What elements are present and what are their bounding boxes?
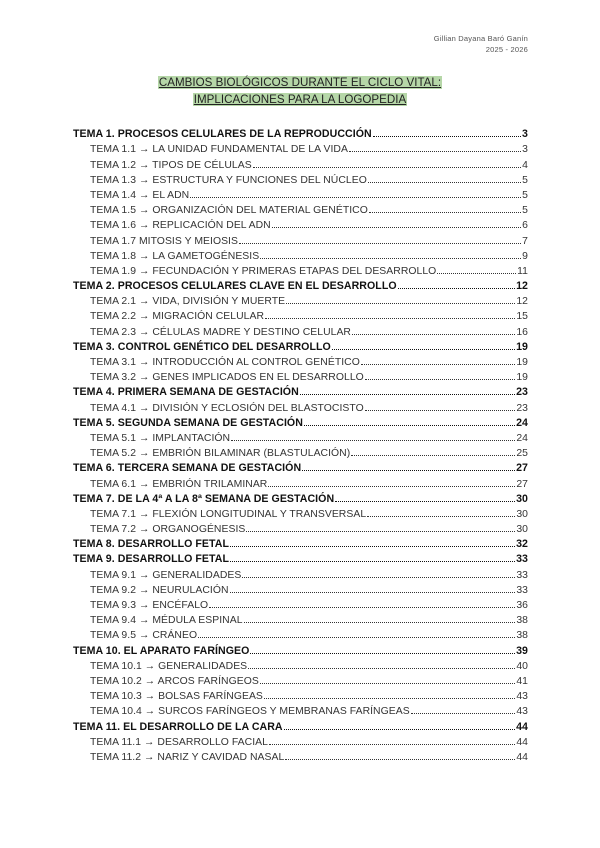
toc-dot-leader xyxy=(300,394,515,395)
toc-page-number: 16 xyxy=(516,326,528,338)
toc-page-number: 15 xyxy=(516,311,528,323)
toc-chapter-entry[interactable] xyxy=(73,641,528,656)
toc-page-number: 44 xyxy=(516,736,528,748)
toc-page-number: 33 xyxy=(516,584,528,596)
toc-chapter-entry[interactable] xyxy=(73,277,528,292)
toc-page-number: 39 xyxy=(516,644,528,657)
toc-section-entry[interactable] xyxy=(73,262,528,277)
toc-dot-leader xyxy=(332,349,515,350)
toc-dot-leader xyxy=(230,592,516,593)
toc-entry-label: TEMA 8. DESARROLLO FETAL xyxy=(73,538,229,551)
toc-section-entry[interactable] xyxy=(73,307,528,322)
toc-chapter-entry[interactable] xyxy=(73,338,528,353)
toc-section-entry[interactable] xyxy=(73,702,528,717)
toc-dot-leader xyxy=(198,637,515,638)
toc-page-number: 27 xyxy=(516,462,528,475)
toc-section-entry[interactable] xyxy=(73,733,528,748)
toc-dot-leader xyxy=(369,212,521,213)
toc-section-entry[interactable] xyxy=(73,429,528,444)
toc-entry-label: TEMA 9.3 → ENCÉFALO xyxy=(90,600,209,611)
toc-entry-label: TEMA 9. DESARROLLO FETAL xyxy=(73,553,229,566)
toc-entry-label: TEMA 1.2 → TIPOS DE CÉLULAS xyxy=(90,159,252,171)
toc-entry-label: TEMA 2.2 → MIGRACIÓN CELULAR xyxy=(90,311,265,323)
toc-chapter-entry[interactable] xyxy=(73,535,528,550)
toc-page-number: 12 xyxy=(516,296,528,308)
toc-entry-label: TEMA 9.2 → NEURULACIÓN xyxy=(90,584,229,596)
toc-entry-label: TEMA 9.4 → MÉDULA ESPINAL xyxy=(90,615,243,627)
toc-dot-leader xyxy=(367,516,515,517)
toc-section-entry[interactable] xyxy=(73,611,528,626)
toc-dot-leader xyxy=(244,622,516,623)
toc-page-number: 25 xyxy=(516,448,528,460)
toc-dot-leader xyxy=(260,683,516,684)
toc-chapter-entry[interactable] xyxy=(73,717,528,732)
toc-page-number: 24 xyxy=(516,416,528,429)
toc-entry-label: TEMA 9.1 → GENERALIDADES xyxy=(90,569,242,581)
toc-entry-label: TEMA 3.1 → INTRODUCCIÓN AL CONTROL GENÉTICO xyxy=(90,357,360,368)
toc-page-number: 12 xyxy=(516,280,528,293)
toc-entry-label: TEMA 1.9 → FECUNDACIÓN Y PRIMERAS ETAPAS DEL DESARROLLO xyxy=(90,265,437,277)
toc-entry-label: TEMA 9.5 → CRÁNEO xyxy=(90,630,198,642)
author-name: Gillian Dayana Baró Ganín xyxy=(433,34,528,43)
toc-dot-leader xyxy=(239,243,521,244)
toc-section-entry[interactable] xyxy=(73,520,528,535)
toc-dot-leader xyxy=(349,151,521,152)
toc-page-number: 24 xyxy=(516,432,528,444)
toc-section-entry[interactable] xyxy=(73,186,528,201)
toc-entry-label: TEMA 1. PROCESOS CELULARES DE LA REPRODUCCIÓN xyxy=(73,128,372,141)
toc-section-entry[interactable] xyxy=(73,353,528,368)
toc-page-number: 32 xyxy=(516,538,528,551)
toc-dot-leader xyxy=(361,364,515,365)
toc-dot-leader xyxy=(272,227,521,228)
toc-dot-leader xyxy=(248,668,515,669)
toc-section-entry[interactable] xyxy=(73,322,528,337)
toc-entry-label: TEMA 10. EL APARATO FARÍNGEO xyxy=(73,644,250,657)
toc-entry-label: TEMA 4.1 → DIVISIÓN Y ECLOSIÓN DEL BLASTOCISTO xyxy=(90,402,364,414)
toc-section-entry[interactable] xyxy=(73,687,528,702)
toc-entry-label: TEMA 4. PRIMERA SEMANA DE GESTACIÓN xyxy=(73,386,299,399)
toc-section-entry[interactable] xyxy=(73,505,528,520)
title-line-1: CAMBIOS BIOLÓGICOS DURANTE EL CICLO VITAL: xyxy=(158,76,442,89)
toc-dot-leader xyxy=(269,744,515,745)
toc-dot-leader xyxy=(265,318,515,319)
document-title xyxy=(0,74,600,108)
toc-entry-label: TEMA 5.1 → IMPLANTACIÓN xyxy=(90,432,231,444)
toc-page-number: 5 xyxy=(522,174,528,186)
toc-page-number: 19 xyxy=(516,357,528,368)
toc-page-number: 33 xyxy=(516,569,528,581)
toc-entry-label: TEMA 1.5 → ORGANIZACIÓN DEL MATERIAL GENÉTICO xyxy=(90,205,368,217)
toc-dot-leader xyxy=(268,486,515,487)
toc-page-number: 3 xyxy=(522,144,528,156)
toc-page-number: 44 xyxy=(516,720,528,733)
toc-page-number: 44 xyxy=(516,751,528,763)
toc-entry-label: TEMA 10.2 → ARCOS FARÍNGEOS xyxy=(90,675,259,687)
toc-entry-label: TEMA 1.4 → EL ADN xyxy=(90,189,190,201)
toc-entry-label: TEMA 1.1 → LA UNIDAD FUNDAMENTAL DE LA VIDA xyxy=(90,144,348,156)
toc-section-entry[interactable] xyxy=(73,596,528,611)
toc-dot-leader xyxy=(230,546,515,547)
toc-section-entry[interactable] xyxy=(73,171,528,186)
toc-chapter-entry[interactable] xyxy=(73,490,528,505)
toc-dot-leader xyxy=(264,698,515,699)
toc-section-entry[interactable] xyxy=(73,247,528,262)
toc-section-entry[interactable] xyxy=(73,398,528,413)
toc-entry-label: TEMA 6.1 → EMBRIÓN TRILAMINAR xyxy=(90,478,268,490)
academic-year: 2025 - 2026 xyxy=(485,45,528,54)
toc-dot-leader xyxy=(190,197,521,198)
toc-section-entry[interactable] xyxy=(73,201,528,216)
toc-page-number: 6 xyxy=(522,220,528,232)
toc-section-entry[interactable] xyxy=(73,581,528,596)
document-header xyxy=(434,33,528,55)
toc-page-number: 40 xyxy=(516,660,528,672)
toc-section-entry[interactable] xyxy=(73,231,528,246)
toc-chapter-entry[interactable] xyxy=(73,125,528,140)
toc-page-number: 38 xyxy=(516,615,528,627)
toc-page-number: 4 xyxy=(522,159,528,171)
toc-entry-label: TEMA 6. TERCERA SEMANA DE GESTACIÓN xyxy=(73,462,302,475)
toc-page-number: 5 xyxy=(522,189,528,201)
toc-dot-leader xyxy=(304,425,515,426)
toc-page-number: 30 xyxy=(516,508,528,520)
toc-section-entry[interactable] xyxy=(73,565,528,580)
toc-dot-leader xyxy=(365,410,516,411)
toc-section-entry[interactable] xyxy=(73,292,528,307)
toc-page-number: 43 xyxy=(516,706,528,718)
toc-section-entry[interactable] xyxy=(73,672,528,687)
toc-page-number: 11 xyxy=(517,265,528,277)
toc-dot-leader xyxy=(242,577,515,578)
toc-dot-leader xyxy=(352,334,515,335)
toc-dot-leader xyxy=(230,561,515,562)
toc-dot-leader xyxy=(286,303,515,304)
toc-entry-label: TEMA 10.1 → GENERALIDADES xyxy=(90,660,248,672)
toc-section-entry[interactable] xyxy=(73,474,528,489)
toc-section-entry[interactable] xyxy=(73,444,528,459)
toc-entry-label: TEMA 1.6 → REPLICACIÓN DEL ADN xyxy=(90,220,271,232)
toc-page-number: 19 xyxy=(516,340,528,353)
toc-entry-label: TEMA 7.1 → FLEXIÓN LONGITUDINAL Y TRANSVERSAL xyxy=(90,508,367,520)
toc-dot-leader xyxy=(437,273,516,274)
toc-section-entry[interactable] xyxy=(73,368,528,383)
toc-page-number: 5 xyxy=(522,205,528,217)
title-line-2: IMPLICACIONES PARA LA LOGOPEDIA xyxy=(193,93,407,106)
toc-chapter-entry[interactable] xyxy=(73,414,528,429)
toc-entry-label: TEMA 7. DE LA 4ª A LA 8ª SEMANA DE GESTACIÓN xyxy=(73,492,335,505)
toc-page-number: 30 xyxy=(516,492,528,505)
toc-page-number: 41 xyxy=(516,675,528,687)
toc-page-number: 7 xyxy=(522,235,528,247)
toc-dot-leader xyxy=(284,729,515,730)
toc-dot-leader xyxy=(373,136,521,137)
toc-entry-label: TEMA 3.2 → GENES IMPLICADOS EN EL DESARROLLO xyxy=(90,372,364,384)
toc-page-number: 38 xyxy=(516,630,528,642)
toc-dot-leader xyxy=(411,713,516,714)
toc-page-number: 23 xyxy=(516,402,528,414)
toc-page-number: 19 xyxy=(516,372,528,384)
toc-entry-label: TEMA 11. EL DESARROLLO DE LA CARA xyxy=(73,720,283,733)
toc-entry-label: TEMA 11.2 → NARIZ Y CAVIDAD NASAL xyxy=(90,751,285,763)
toc-entry-label: TEMA 1.3 → ESTRUCTURA Y FUNCIONES DEL NÚCLEO xyxy=(90,174,367,186)
toc-entry-label: TEMA 2.1 → VIDA, DIVISIÓN Y MUERTE xyxy=(90,296,286,308)
toc-dot-leader xyxy=(260,258,521,259)
toc-page-number: 27 xyxy=(516,478,528,490)
toc-section-entry[interactable] xyxy=(73,657,528,672)
toc-entry-label: TEMA 1.8 → LA GAMETOGÉNESIS xyxy=(90,250,260,262)
toc-page-number: 30 xyxy=(516,524,528,536)
toc-dot-leader xyxy=(302,470,515,471)
toc-entry-label: TEMA 3. CONTROL GENÉTICO DEL DESARROLLO xyxy=(73,340,331,353)
toc-page-number: 23 xyxy=(516,386,528,399)
toc-chapter-entry[interactable] xyxy=(73,459,528,474)
toc-page-number: 9 xyxy=(522,250,528,262)
toc-dot-leader xyxy=(250,653,515,654)
toc-entry-label: TEMA 5. SEGUNDA SEMANA DE GESTACIÓN xyxy=(73,416,303,429)
toc-dot-leader xyxy=(335,501,515,502)
toc-chapter-entry[interactable] xyxy=(73,550,528,565)
toc-entry-label: TEMA 11.1 → DESARROLLO FACIAL xyxy=(90,736,268,748)
toc-section-entry[interactable] xyxy=(73,155,528,170)
toc-entry-label: TEMA 7.2 → ORGANOGÉNESIS xyxy=(90,524,246,536)
toc-page-number: 43 xyxy=(516,691,528,703)
toc-page-number: 3 xyxy=(522,128,528,141)
toc-dot-leader xyxy=(246,531,515,532)
toc-dot-leader xyxy=(351,455,515,456)
toc-section-entry[interactable] xyxy=(73,140,528,155)
toc-dot-leader xyxy=(253,167,521,168)
toc-entry-label: TEMA 1.7 MITOSIS Y MEIOSIS xyxy=(90,235,238,247)
toc-dot-leader xyxy=(209,607,515,608)
toc-entry-label: TEMA 10.4 → SURCOS FARÍNGEOS Y MEMBRANAS FARÍNGEAS xyxy=(90,706,410,718)
toc-entry-label: TEMA 2. PROCESOS CELULARES CLAVE EN EL DESARROLLO xyxy=(73,280,397,293)
toc-section-entry[interactable] xyxy=(73,216,528,231)
table-of-contents xyxy=(73,125,528,763)
toc-dot-leader xyxy=(285,759,515,760)
toc-dot-leader xyxy=(365,379,516,380)
toc-page-number: 36 xyxy=(516,600,528,611)
toc-dot-leader xyxy=(231,440,515,441)
toc-page-number: 33 xyxy=(516,553,528,566)
toc-section-entry[interactable] xyxy=(73,748,528,763)
toc-chapter-entry[interactable] xyxy=(73,383,528,398)
toc-entry-label: TEMA 5.2 → EMBRIÓN BILAMINAR (BLASTULACIÓN) xyxy=(90,448,351,460)
toc-dot-leader xyxy=(398,288,515,289)
toc-entry-label: TEMA 2.3 → CÉLULAS MADRE Y DESTINO CELULAR xyxy=(90,326,351,338)
toc-section-entry[interactable] xyxy=(73,626,528,641)
toc-dot-leader xyxy=(368,182,521,183)
toc-entry-label: TEMA 10.3 → BOLSAS FARÍNGEAS xyxy=(90,691,263,703)
